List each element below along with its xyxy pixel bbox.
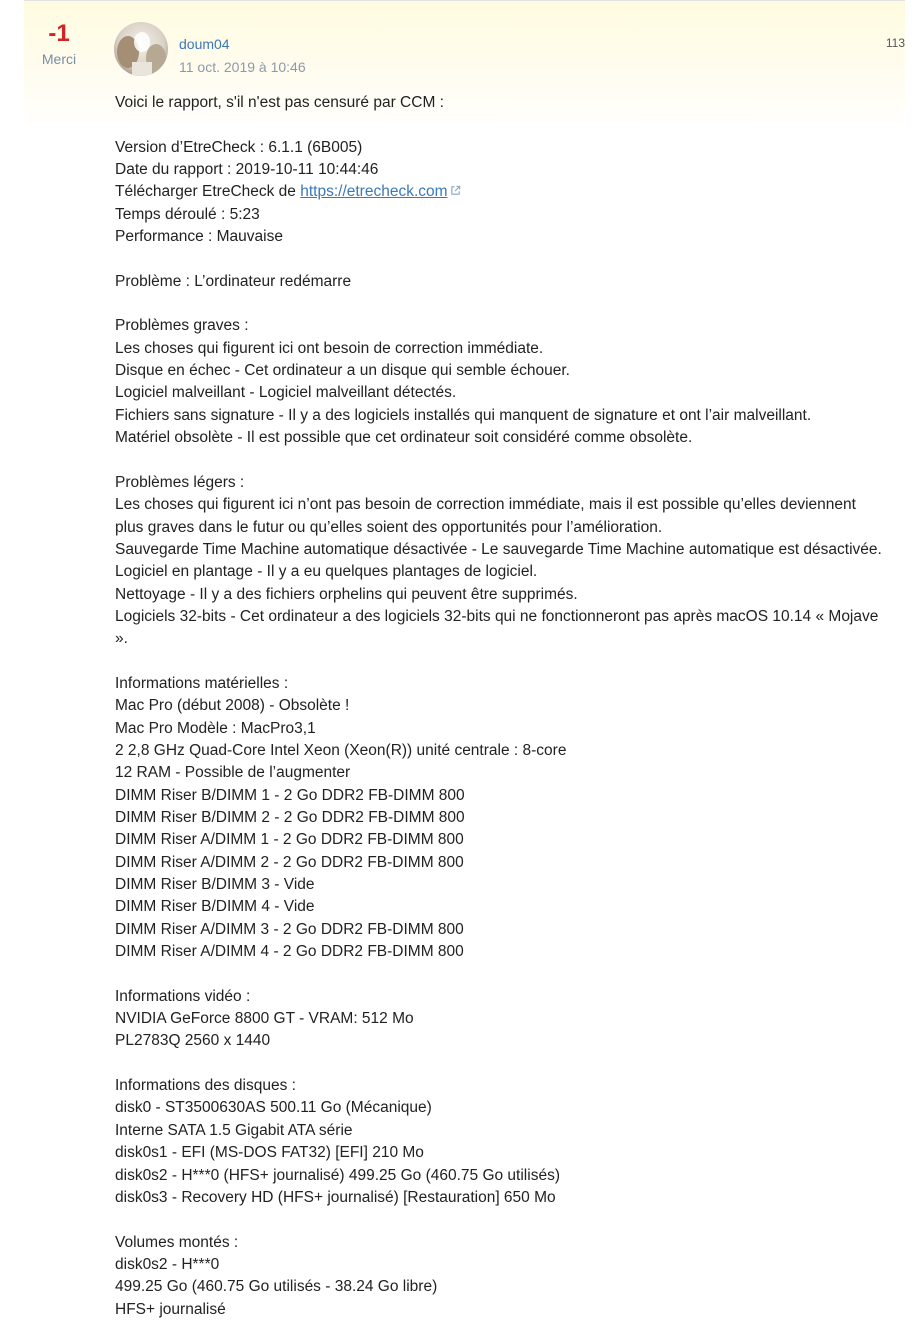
- post-line: DIMM Riser B/DIMM 2 - 2 Go DDR2 FB-DIMM 800: [115, 809, 465, 826]
- forum-post: [24, 0, 905, 1318]
- post-line: 499.25 Go (460.75 Go utilisés - 38.24 Go libre): [115, 1278, 438, 1296]
- post-line: [115, 1053, 905, 1075]
- post-line: DIMM Riser B/DIMM 4 - Vide: [115, 898, 315, 916]
- link-line-prefix: Télécharger EtreCheck de: [115, 183, 301, 201]
- post-line: Mac Pro (début 2008) - Obsolète !: [115, 697, 350, 715]
- post-line: [115, 450, 905, 472]
- post-line: [115, 248, 905, 270]
- author-name[interactable]: doum04: [179, 36, 230, 52]
- etrecheck-link[interactable]: https://etrecheck.com: [300, 183, 448, 201]
- post-line: Logiciel malveillant - Logiciel malveillant détectés.: [115, 384, 457, 402]
- post-line: disk0s2 - H***0 (HFS+ journalisé) 499.25 Go (460.75 Go utilisés): [115, 1166, 560, 1184]
- post-line: [115, 181, 905, 203]
- post-line: DIMM Riser A/DIMM 2 - 2 Go DDR2 FB-DIMM 800: [115, 853, 464, 871]
- post-line: disk0s1 - EFI (MS-DOS FAT32) [EFI] 210 Mo: [115, 1144, 424, 1162]
- post-line: Performance : Mauvaise: [115, 228, 283, 246]
- post-line: Nettoyage - Il y a des fichiers orphelins qui peuvent être supprimés.: [115, 585, 578, 603]
- post-line: HFS+ journalisé: [115, 1300, 226, 1318]
- post-line: [115, 963, 905, 985]
- post-line: Sauvegarde Time Machine automatique désactivée - Le sauvegarde Time Machine automatique est désactivée.: [115, 540, 882, 558]
- vote-score: -1: [48, 20, 70, 47]
- post-line: Fichiers sans signature - Il y a des logiciels installés qui manquent de signature et ont l’air malveillant.: [115, 406, 812, 424]
- post-line: DIMM Riser B/DIMM 3 - Vide: [115, 876, 315, 894]
- post-line: 2 2,8 GHz Quad-Core Intel Xeon (Xeon(R)) unité centrale : 8-core: [115, 741, 567, 759]
- thanks-button[interactable]: Merci: [41, 51, 77, 67]
- post-line: Volumes montés :: [115, 1233, 239, 1251]
- post-line: Les choses qui figurent ici ont besoin de correction immédiate.: [115, 339, 544, 357]
- post-line: Date du rapport : 2019-10-11 10:44:46: [115, 161, 379, 179]
- post-line: Problèmes graves :: [115, 317, 249, 335]
- post-line: [115, 293, 905, 315]
- post-line: disk0 - ST3500630AS 500.11 Go (Mécanique): [115, 1099, 432, 1117]
- post-line: Informations vidéo :: [115, 987, 251, 1005]
- post-body: [115, 92, 905, 1321]
- vote-block: [24, 21, 94, 67]
- post-line: Mac Pro Modèle : MacPro3,1: [115, 719, 316, 737]
- post-number[interactable]: 113: [885, 36, 905, 50]
- post-line: Les choses qui figurent ici n’ont pas besoin de correction immédiate, mais il est possible qu’elles deviennent: [115, 496, 856, 514]
- post-line: ».: [115, 630, 128, 648]
- post-line: Informations matérielles :: [115, 674, 289, 692]
- post-line: disk0s2 - H***0: [115, 1255, 220, 1273]
- post-line: [115, 114, 905, 136]
- post-date: 11 oct. 2019 à 10:46: [179, 59, 306, 75]
- post-line: DIMM Riser A/DIMM 3 - 2 Go DDR2 FB-DIMM 800: [115, 920, 464, 938]
- post-line: Problème : L’ordinateur redémarre: [115, 272, 352, 290]
- avatar-image: [114, 22, 168, 76]
- post-line: Temps déroulé : 5:23: [115, 205, 260, 223]
- post-line: Interne SATA 1.5 Gigabit ATA série: [115, 1121, 353, 1139]
- avatar[interactable]: [114, 22, 168, 76]
- post-line: DIMM Riser A/DIMM 4 - 2 Go DDR2 FB-DIMM 800: [115, 943, 464, 961]
- post-line: Informations des disques :: [115, 1077, 296, 1095]
- post-line: Matériel obsolète - Il est possible que cet ordinateur soit considéré comme obsolète.: [115, 429, 693, 447]
- post-line: DIMM Riser B/DIMM 1 - 2 Go DDR2 FB-DIMM 800: [115, 786, 465, 804]
- external-link-icon: [450, 185, 461, 196]
- post-line: Voici le rapport, s'il n'est pas censuré par CCM :: [115, 94, 444, 111]
- post-line: NVIDIA GeForce 8800 GT - VRAM: 512 Mo: [115, 1010, 414, 1028]
- post-line: plus graves dans le futur ou qu’elles soient des opportunités pour l’amélioration.: [115, 518, 663, 536]
- post-line: PL2783Q 2560 x 1440: [115, 1032, 271, 1050]
- post-line: Disque en échec - Cet ordinateur a un disque qui semble échouer.: [115, 362, 570, 380]
- post-line: Logiciel en plantage - Il y a eu quelques plantages de logiciel.: [115, 563, 538, 581]
- post-line: [115, 1209, 905, 1231]
- post-line: [115, 651, 905, 673]
- post-line: Version d’EtreCheck : 6.1.1 (6B005): [115, 138, 363, 156]
- post-line: Logiciels 32-bits - Cet ordinateur a des logiciels 32-bits qui ne fonctionneront pas après macOS 10.14 « Mojave: [115, 607, 879, 625]
- post-line: DIMM Riser A/DIMM 1 - 2 Go DDR2 FB-DIMM 800: [115, 831, 464, 849]
- post-line: 12 RAM - Possible de l’augmenter: [115, 764, 351, 782]
- post-line: Problèmes légers :: [115, 473, 245, 491]
- post-line: disk0s3 - Recovery HD (HFS+ journalisé) [Restauration] 650 Mo: [115, 1188, 556, 1206]
